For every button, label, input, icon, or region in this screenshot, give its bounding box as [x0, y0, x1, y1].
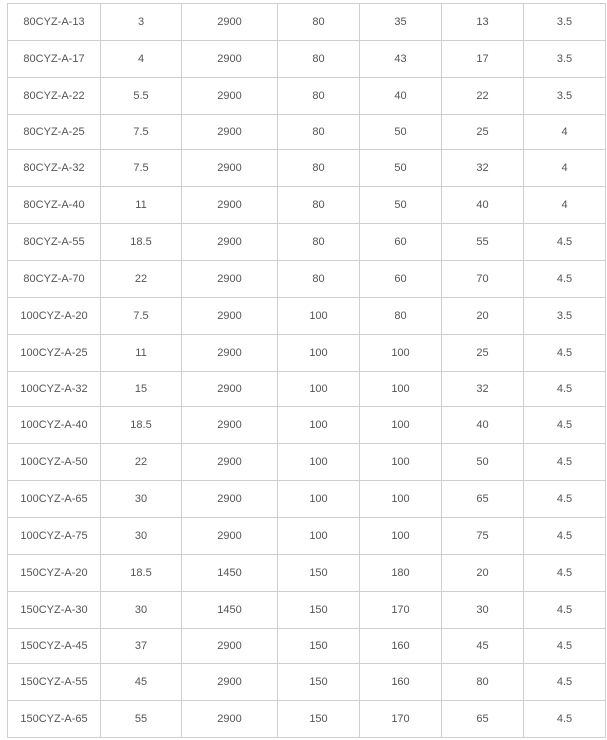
- flow-cell: 160: [360, 664, 442, 701]
- npsh-cell: 4.5: [524, 592, 606, 629]
- speed-cell: 2900: [182, 150, 278, 187]
- outlet-cell: 80: [278, 261, 360, 298]
- model-cell: 100CYZ-A-65: [8, 481, 101, 518]
- model-cell: 100CYZ-A-40: [8, 407, 101, 444]
- power-cell: 45: [101, 664, 182, 701]
- speed-cell: 1450: [182, 592, 278, 629]
- flow-cell: 160: [360, 629, 442, 664]
- outlet-cell: 150: [278, 555, 360, 592]
- table-row: [8, 629, 606, 664]
- power-cell: 18.5: [101, 224, 182, 261]
- table-row: [8, 664, 606, 701]
- table-row: [8, 518, 606, 555]
- table-row: [8, 298, 606, 335]
- npsh-cell: 4.5: [524, 555, 606, 592]
- head-cell: 50: [442, 444, 524, 481]
- flow-cell: 80: [360, 298, 442, 335]
- flow-cell: 100: [360, 407, 442, 444]
- table-row: [8, 372, 606, 407]
- speed-cell: 2900: [182, 629, 278, 664]
- power-cell: 15: [101, 372, 182, 407]
- head-cell: 20: [442, 298, 524, 335]
- flow-cell: 100: [360, 335, 442, 372]
- table-row: [8, 41, 606, 78]
- flow-cell: 170: [360, 592, 442, 629]
- outlet-cell: 100: [278, 444, 360, 481]
- npsh-cell: 3.5: [524, 298, 606, 335]
- power-cell: 18.5: [101, 407, 182, 444]
- model-cell: 100CYZ-A-50: [8, 444, 101, 481]
- model-cell: 150CYZ-A-20: [8, 555, 101, 592]
- model-cell: 80CYZ-A-13: [8, 4, 101, 41]
- npsh-cell: 4.5: [524, 629, 606, 664]
- model-cell: 100CYZ-A-32: [8, 372, 101, 407]
- outlet-cell: 150: [278, 664, 360, 701]
- head-cell: 20: [442, 555, 524, 592]
- power-cell: 30: [101, 592, 182, 629]
- model-cell: 80CYZ-A-25: [8, 115, 101, 150]
- power-cell: 11: [101, 187, 182, 224]
- flow-cell: 180: [360, 555, 442, 592]
- table-row: [8, 187, 606, 224]
- flow-cell: 100: [360, 444, 442, 481]
- power-cell: 55: [101, 701, 182, 738]
- outlet-cell: 150: [278, 592, 360, 629]
- flow-cell: 170: [360, 701, 442, 738]
- head-cell: 25: [442, 115, 524, 150]
- npsh-cell: 4.5: [524, 664, 606, 701]
- outlet-cell: 100: [278, 298, 360, 335]
- head-cell: 40: [442, 407, 524, 444]
- flow-cell: 43: [360, 41, 442, 78]
- speed-cell: 2900: [182, 481, 278, 518]
- speed-cell: 2900: [182, 298, 278, 335]
- flow-cell: 40: [360, 78, 442, 115]
- outlet-cell: 100: [278, 372, 360, 407]
- head-cell: 55: [442, 224, 524, 261]
- table-row: [8, 261, 606, 298]
- outlet-cell: 80: [278, 4, 360, 41]
- npsh-cell: 3.5: [524, 4, 606, 41]
- npsh-cell: 4.5: [524, 518, 606, 555]
- power-cell: 3: [101, 4, 182, 41]
- outlet-cell: 150: [278, 629, 360, 664]
- model-cell: 100CYZ-A-75: [8, 518, 101, 555]
- flow-cell: 35: [360, 4, 442, 41]
- power-cell: 11: [101, 335, 182, 372]
- speed-cell: 2900: [182, 78, 278, 115]
- flow-cell: 50: [360, 150, 442, 187]
- speed-cell: 2900: [182, 187, 278, 224]
- npsh-cell: 4.5: [524, 701, 606, 738]
- speed-cell: 2900: [182, 518, 278, 555]
- model-cell: 150CYZ-A-55: [8, 664, 101, 701]
- npsh-cell: 4.5: [524, 335, 606, 372]
- head-cell: 13: [442, 4, 524, 41]
- model-cell: 80CYZ-A-32: [8, 150, 101, 187]
- head-cell: 17: [442, 41, 524, 78]
- npsh-cell: 4: [524, 187, 606, 224]
- npsh-cell: 4.5: [524, 444, 606, 481]
- table-row: [8, 224, 606, 261]
- speed-cell: 2900: [182, 372, 278, 407]
- npsh-cell: 4.5: [524, 407, 606, 444]
- npsh-cell: 3.5: [524, 41, 606, 78]
- speed-cell: 2900: [182, 335, 278, 372]
- model-cell: 80CYZ-A-17: [8, 41, 101, 78]
- speed-cell: 2900: [182, 4, 278, 41]
- table-row: [8, 555, 606, 592]
- speed-cell: 2900: [182, 407, 278, 444]
- npsh-cell: 4.5: [524, 261, 606, 298]
- outlet-cell: 80: [278, 78, 360, 115]
- speed-cell: 2900: [182, 261, 278, 298]
- outlet-cell: 100: [278, 407, 360, 444]
- model-cell: 150CYZ-A-45: [8, 629, 101, 664]
- flow-cell: 100: [360, 518, 442, 555]
- power-cell: 18.5: [101, 555, 182, 592]
- npsh-cell: 3.5: [524, 78, 606, 115]
- table-row: [8, 481, 606, 518]
- speed-cell: 2900: [182, 664, 278, 701]
- table-row: [8, 592, 606, 629]
- model-cell: 80CYZ-A-70: [8, 261, 101, 298]
- head-cell: 22: [442, 78, 524, 115]
- outlet-cell: 80: [278, 224, 360, 261]
- power-cell: 7.5: [101, 298, 182, 335]
- outlet-cell: 80: [278, 187, 360, 224]
- head-cell: 40: [442, 187, 524, 224]
- head-cell: 65: [442, 701, 524, 738]
- model-cell: 80CYZ-A-40: [8, 187, 101, 224]
- outlet-cell: 100: [278, 335, 360, 372]
- head-cell: 70: [442, 261, 524, 298]
- speed-cell: 2900: [182, 701, 278, 738]
- outlet-cell: 80: [278, 41, 360, 78]
- flow-cell: 50: [360, 115, 442, 150]
- table-row: [8, 150, 606, 187]
- table-row: [8, 407, 606, 444]
- speed-cell: 2900: [182, 41, 278, 78]
- model-cell: 80CYZ-A-55: [8, 224, 101, 261]
- head-cell: 30: [442, 592, 524, 629]
- power-cell: 7.5: [101, 115, 182, 150]
- npsh-cell: 4.5: [524, 481, 606, 518]
- flow-cell: 60: [360, 224, 442, 261]
- power-cell: 30: [101, 518, 182, 555]
- speed-cell: 2900: [182, 444, 278, 481]
- power-cell: 37: [101, 629, 182, 664]
- flow-cell: 100: [360, 481, 442, 518]
- npsh-cell: 4: [524, 115, 606, 150]
- model-cell: 150CYZ-A-65: [8, 701, 101, 738]
- power-cell: 4: [101, 41, 182, 78]
- spec-table-body: [8, 4, 606, 738]
- power-cell: 22: [101, 261, 182, 298]
- npsh-cell: 4.5: [524, 224, 606, 261]
- head-cell: 32: [442, 150, 524, 187]
- flow-cell: 50: [360, 187, 442, 224]
- outlet-cell: 150: [278, 701, 360, 738]
- outlet-cell: 80: [278, 115, 360, 150]
- power-cell: 7.5: [101, 150, 182, 187]
- speed-cell: 2900: [182, 115, 278, 150]
- table-row: [8, 335, 606, 372]
- head-cell: 65: [442, 481, 524, 518]
- power-cell: 5.5: [101, 78, 182, 115]
- table-row: [8, 78, 606, 115]
- power-cell: 30: [101, 481, 182, 518]
- speed-cell: 2900: [182, 224, 278, 261]
- table-row: [8, 115, 606, 150]
- model-cell: 100CYZ-A-20: [8, 298, 101, 335]
- outlet-cell: 100: [278, 481, 360, 518]
- speed-cell: 1450: [182, 555, 278, 592]
- npsh-cell: 4: [524, 150, 606, 187]
- head-cell: 80: [442, 664, 524, 701]
- head-cell: 32: [442, 372, 524, 407]
- flow-cell: 100: [360, 372, 442, 407]
- model-cell: 100CYZ-A-25: [8, 335, 101, 372]
- model-cell: 150CYZ-A-30: [8, 592, 101, 629]
- power-cell: 22: [101, 444, 182, 481]
- model-cell: 80CYZ-A-22: [8, 78, 101, 115]
- outlet-cell: 80: [278, 150, 360, 187]
- table-row: [8, 444, 606, 481]
- flow-cell: 60: [360, 261, 442, 298]
- table-row: [8, 4, 606, 41]
- table-row: [8, 701, 606, 738]
- spec-table: [7, 3, 606, 738]
- head-cell: 45: [442, 629, 524, 664]
- head-cell: 25: [442, 335, 524, 372]
- outlet-cell: 100: [278, 518, 360, 555]
- npsh-cell: 4.5: [524, 372, 606, 407]
- head-cell: 75: [442, 518, 524, 555]
